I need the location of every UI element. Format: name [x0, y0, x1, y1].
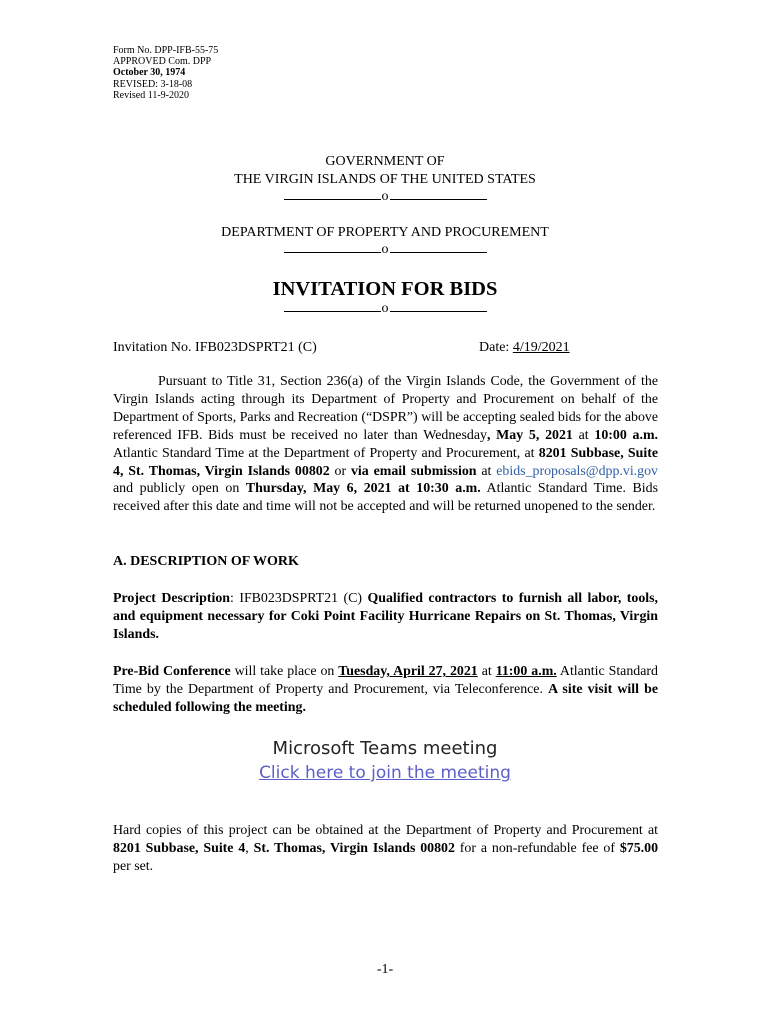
form-revised-2: Revised 11-9-2020 [113, 89, 190, 101]
form-date: October 30, 1974 [113, 67, 186, 79]
join-meeting-link[interactable]: Click here to join the meeting [259, 763, 511, 783]
government-heading: GOVERNMENT OF [325, 154, 445, 169]
form-info-block [113, 45, 218, 101]
separator-3: o [0, 301, 770, 317]
invitation-date-value: 4/19/2021 [512, 340, 570, 355]
section-a-heading: A. DESCRIPTION OF WORK [113, 554, 299, 569]
project-description: Project Description: IFB023DSPRT21 (C) Qualified contractors to furnish all labor, tools, and equipment necessary for Coki Point Facility Hurricane Repairs on St. Thomas, Virgin Islands. [113, 591, 658, 642]
form-revised: REVISED: 3-18-08 [113, 78, 193, 90]
hardcopies-paragraph: Hard copies of this project can be obtained at the Department of Property and Procurement at 8201 Subbase, Suite 4, St. Thomas, Virgin Islands 00802 for a non-refundable fee of $75.00 per set. [113, 823, 659, 874]
territory-heading: THE VIRGIN ISLANDS OF THE UNITED STATES [234, 172, 536, 187]
intro-paragraph: Pursuant to Title 31, Section 236(a) of the Virgin Islands Code, the Government of the Virgin Islands acting through its Department of Property and Procurement on behalf of the Department of Sports, Parks and Recreation (“DSPR”) will be accepting sealed bids for the above referenced IFB. Bids must be received no later than Wednesday, May 5, 2021 at 10:00 a.m. Atlantic Standard Time at the Department of Property and Procurement, at 8201 Subbase, Suite 4, St. Thomas, Virgin Islands 00802 or via email submission at ebids_proposals@dpp.vi.gov and publicly open on Thursday, May 6, 2021 at 10:30 a.m. Atlantic Standard Time. Bids received after this date and time will not be accepted and will be returned unopened to the sender. [113, 374, 659, 515]
teams-meeting-title: Microsoft Teams meeting [272, 738, 498, 759]
invitation-date: Date: 4/19/2021 [479, 340, 570, 355]
separator-2: o [0, 242, 770, 258]
form-approved: APPROVED Com. DPP [113, 56, 212, 68]
prebid-paragraph: Pre-Bid Conference will take place on Tuesday, April 27, 2021 at 11:00 a.m. Atlantic Standard Time by the Department of Property and Procurement, via Teleconference. A site visit will be scheduled following the meeting. [113, 664, 659, 715]
department-heading: DEPARTMENT OF PROPERTY AND PROCUREMENT [221, 225, 549, 240]
document-title: INVITATION FOR BIDS [272, 278, 498, 300]
invitation-line [113, 339, 575, 356]
email-address: ebids_proposals@dpp.vi.gov [496, 463, 658, 479]
page-number: -1- [376, 962, 394, 977]
form-number: Form No. DPP-IFB-55-75 [113, 45, 219, 56]
separator-1: o [0, 189, 770, 205]
invitation-number: Invitation No. IFB023DSPRT21 (C) [113, 340, 317, 355]
